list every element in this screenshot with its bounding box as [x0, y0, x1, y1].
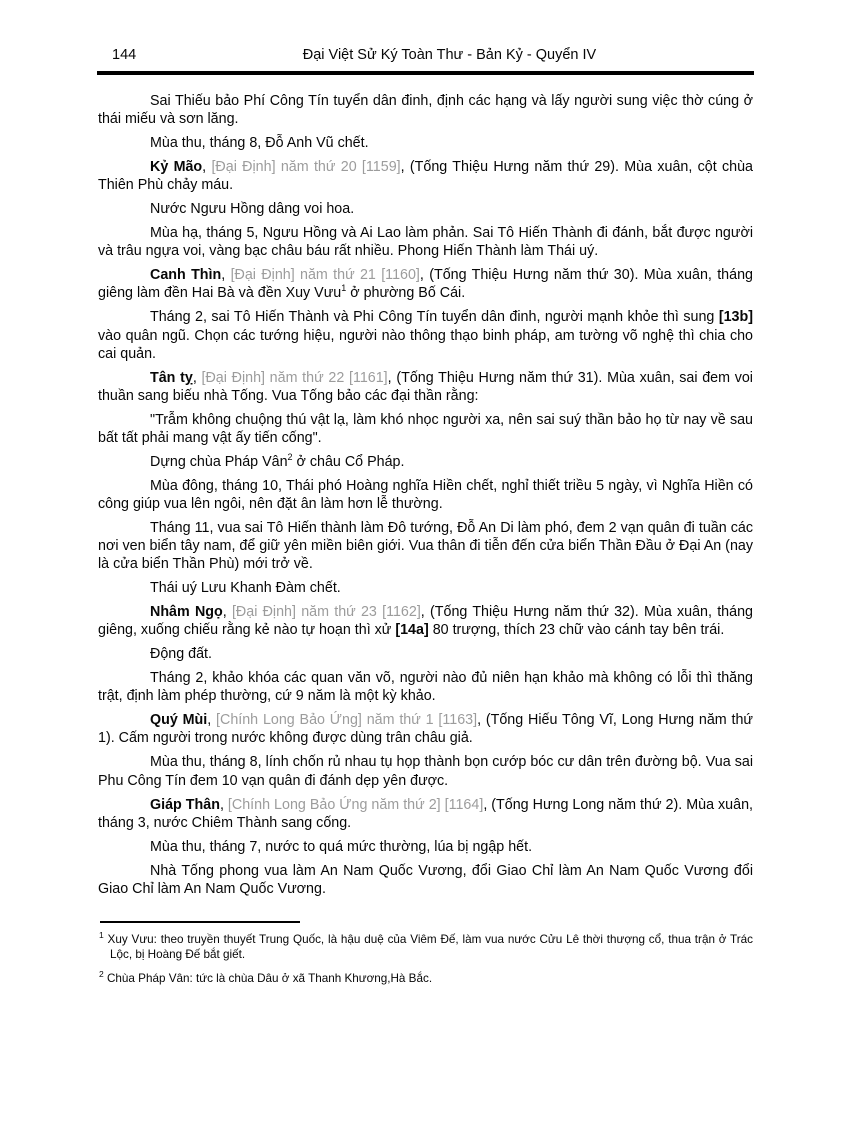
text-run: Động đất.	[150, 646, 212, 663]
text-run: Mùa đông, tháng 10, Thái phó Hoàng nghĩa Hiền chết, nghỉ thiết triều 5 ngày, vì Nghĩa Hiền có công giúp vua lên ngôi, nên đặt ân làm hơn lễ thường.	[98, 477, 753, 512]
footnote	[99, 971, 753, 986]
text-run: Mùa hạ, tháng 5, Ngưu Hồng và Ai Lao làm phản. Sai Tô Hiến Thành đi đánh, bắt được người và trâu ngựa voi, vàng bạc châu báu rất nhiều. Phong Hiến Thành làm Thái uý.	[98, 225, 753, 260]
text-run: Tháng 2, khảo khóa các quan văn võ, người nào đủ niên hạn khảo mà không có lỗi thì thăng trật, định làm phép thường, cứ 9 năm là một kỳ khảo.	[98, 670, 753, 705]
era-year-editorial: [Chính Long Bảo Ứng năm thứ 2] [1164]	[227, 796, 484, 813]
text-run: , (Tống Hiếu Tông Vĩ, Long Hưng năm thứ 1). Cấm người trong nước không được dùng trân châu giả.	[98, 712, 753, 747]
text-run: Thái uý Lưu Khanh Đàm chết.	[150, 580, 341, 597]
paragraph	[98, 796, 753, 832]
paragraph	[98, 134, 753, 152]
page-number: 144	[112, 47, 137, 63]
text-run: Tháng 11, vua sai Tô Hiến thành làm Đô tướng, Đỗ An Di làm phó, đem 2 vạn quân đi tuần các nơi ven biển tây nam, để giữ yên miền biên giới. Vua thân đi tiễn đến cửa biển Thần Đầu ở Đại An (nay là cửa biển Thần Phù) mới trở về.	[98, 519, 753, 573]
footnote-marker: 1	[99, 929, 104, 940]
era-name-label: Canh Thìn	[150, 267, 222, 284]
text-run: , (Tống Hưng Long năm thứ 2). Mùa xuân, tháng 3, nước Chiêm Thành sang cống.	[98, 796, 754, 831]
footnote	[99, 929, 753, 962]
paragraph	[98, 753, 753, 789]
text-run: ,	[192, 369, 202, 386]
text-run: Dựng chùa Pháp Vân	[150, 453, 288, 470]
paragraph	[98, 477, 753, 513]
document-page	[0, 47, 850, 1147]
era-year-editorial: [Chính Long Bảo Ứng] năm thứ 1 [1163]	[216, 712, 478, 729]
text-run: "Trẫm không chuộng thú vật lạ, làm khó nhọc người xa, nên sai suý thần bảo họ từ nay về sau bất tất phải mang vật ấy tiến cống".	[98, 411, 753, 446]
paragraph	[98, 92, 753, 128]
footnote-ref: 1	[341, 283, 347, 294]
header-rule	[97, 71, 754, 75]
paragraph	[98, 266, 753, 302]
text-run: ,	[222, 604, 232, 621]
text-run: Tháng 2, sai Tô Hiến Thành và Phi Công Tín tuyển dân đinh, người mạnh khỏe thì sung	[150, 309, 719, 326]
text-run: 80 trượng, thích 23 chữ vào cánh tay bên trái.	[428, 622, 725, 639]
footnotes-section	[99, 929, 753, 987]
text-run: vào quân ngũ. Chọn các tướng hiệu, người nào thông thạo binh pháp, am tường võ nghệ thì chia cho cai quản.	[98, 327, 753, 362]
footnote-text: Chùa Pháp Vân: tức là chùa Dâu ở xã Thanh Khương,Hà Bắc.	[103, 972, 433, 986]
paragraph	[98, 453, 753, 471]
paragraph	[98, 200, 753, 218]
era-name-label: Quý Mùi	[150, 712, 208, 729]
paragraph	[98, 308, 753, 362]
text-run: ,	[202, 159, 212, 176]
paragraph	[98, 158, 753, 194]
paragraph	[98, 669, 753, 705]
era-name-label: Tân tỵ	[150, 369, 193, 386]
text-run: Mùa thu, tháng 8, Đỗ Anh Vũ chết.	[150, 135, 369, 152]
paragraph	[98, 862, 753, 898]
era-name-label: Nhâm Ngọ	[150, 604, 223, 621]
era-year-editorial: [Đại Định] năm thứ 23 [1162]	[231, 604, 421, 621]
era-year-editorial: [Đại Định] năm thứ 20 [1159]	[211, 159, 401, 176]
paragraph	[98, 711, 753, 747]
document-body	[98, 92, 753, 898]
era-name-label: Giáp Thân	[150, 796, 220, 813]
text-run: , (Tống Thiệu Hưng năm thứ 31). Mùa xuân, sai đem voi thuần sang biếu nhà Tống. Vua Tống bảo các đại thần rằng:	[98, 369, 753, 404]
footnote-marker: 2	[99, 969, 104, 980]
paragraph	[98, 411, 753, 447]
paragraph	[98, 645, 753, 663]
footnote-text: Xuy Vưu: theo truyền thuyết Trung Quốc, là hậu duệ của Viêm Đế, làm vua nước Cửu Lê thời thượng cổ, thua trận ở Trác Lộc, bị Hoàng Đế bắt giết.	[103, 932, 753, 962]
era-name-label: Kỷ Mão	[150, 159, 203, 176]
era-name-label: [14a]	[395, 622, 429, 639]
text-run: Mùa thu, tháng 7, nước to quá mức thường, lúa bị ngập hết.	[150, 838, 533, 855]
text-run: , (Tống Thiệu Hưng năm thứ 30). Mùa xuân, tháng giêng làm đền Hai Bà và đền Xuy Vưu	[98, 267, 753, 302]
era-name-label: [13b]	[718, 309, 753, 326]
text-run: ,	[221, 267, 231, 284]
text-run: Nước Ngưu Hồng dâng voi hoa.	[150, 201, 355, 218]
paragraph	[98, 224, 753, 260]
text-run: Nhà Tống phong vua làm An Nam Quốc Vương, đổi Giao Chỉ làm An Nam Quốc Vương đổi Giao Chỉ làm An Nam Quốc Vương.	[98, 862, 753, 897]
text-run: , (Tống Thiệu Hưng năm thứ 29). Mùa xuân, cột chùa Thiên Phù chảy máu.	[98, 159, 753, 194]
text-run: ở phường Bố Cái.	[346, 285, 466, 302]
footnote-ref: 2	[287, 452, 293, 463]
text-run: Mùa thu, tháng 8, lính chốn rủ nhau tụ họp thành bọn cướp bóc cư dân trên đường bộ. Vua sai Phu Công Tín đem 10 vạn quân đi đánh dẹp yên được.	[98, 754, 753, 789]
paragraph	[98, 579, 753, 597]
page-header	[98, 47, 753, 66]
text-run: Sai Thiếu bảo Phí Công Tín tuyển dân đinh, định các hạng và lấy người sung việc thờ cúng ở thái miếu và sơn lăng.	[98, 93, 753, 128]
text-run: ,	[219, 796, 228, 813]
text-run: ở châu Cổ Pháp.	[292, 453, 405, 470]
era-year-editorial: [Đại Định] năm thứ 21 [1160]	[230, 267, 420, 284]
paragraph	[98, 369, 753, 405]
text-run: ,	[207, 712, 217, 729]
paragraph	[98, 519, 753, 573]
footnote-separator	[100, 921, 300, 923]
paragraph	[98, 838, 753, 856]
text-run: , (Tống Thiệu Hưng năm thứ 32). Mùa xuân, tháng giêng, xuống chiếu rằng kẻ nào tự hoạn thì xử	[98, 604, 753, 639]
running-title: Đại Việt Sử Ký Toàn Thư - Bản Kỷ - Quyển IV	[302, 47, 597, 63]
paragraph	[98, 603, 753, 639]
era-year-editorial: [Đại Định] năm thứ 22 [1161]	[201, 369, 388, 386]
